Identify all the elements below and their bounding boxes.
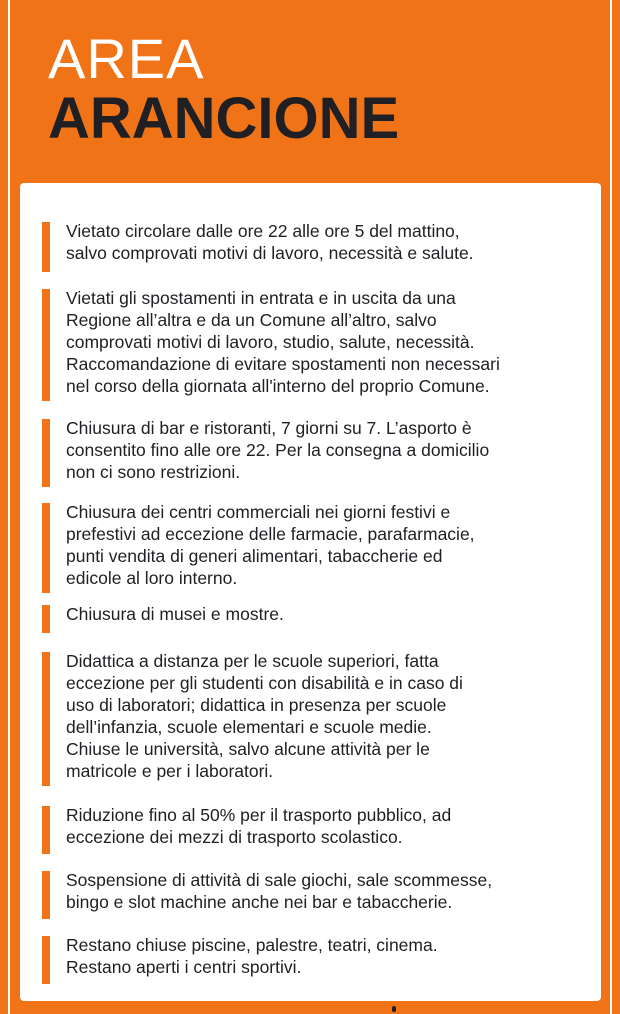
- rule-marker: [42, 222, 50, 272]
- rule-text: Sospensione di attività di sale giochi, sale scommesse, bingo e slot machine anche nei bar e tabaccherie.: [66, 870, 493, 912]
- title-area: AREA: [48, 27, 205, 90]
- rule-item-sports: [42, 934, 597, 982]
- rule-marker: [42, 652, 50, 786]
- bottom-mark: [392, 1006, 396, 1012]
- rules-panel: [20, 183, 601, 1001]
- rule-item-gaming: [42, 869, 597, 917]
- rule-item-curfew: [42, 220, 597, 270]
- rule-text: Chiusura di bar e ristoranti, 7 giorni su 7. L’asporto è consentito fino alle ore 22. Per la consegna a domicilio non ci sono restrizioni.: [66, 418, 490, 482]
- rule-item-museums: [42, 603, 597, 631]
- rule-marker: [42, 419, 50, 487]
- rule-item-schools: [42, 650, 597, 784]
- rule-text: Didattica a distanza per le scuole superiori, fatta eccezione per gli studenti con disabilità e in caso di uso di laboratori; didattica in presenza per scuole dell’infanzia, scuole elementari e scuole medie. Chiuse le università, salvo alcune attività per le matricole e per i laboratori.: [66, 651, 463, 781]
- rule-item-bars: [42, 417, 597, 485]
- rule-text: Vietato circolare dalle ore 22 alle ore 5 del mattino, salvo comprovati motivi di lavoro, necessità e salute.: [66, 221, 474, 263]
- rule-item-transport: [42, 804, 597, 852]
- rule-marker: [42, 871, 50, 919]
- rule-marker: [42, 289, 50, 401]
- rule-text: Chiusura dei centri commerciali nei giorni festivi e prefestivi ad eccezione delle farmacie, parafarmacie, punti vendita di generi alimentari, tabaccherie ed edicole al loro interno.: [66, 502, 475, 588]
- rule-item-travel: [42, 287, 597, 399]
- rule-marker: [42, 605, 50, 633]
- rule-marker: [42, 806, 50, 854]
- rule-text: Vietati gli spostamenti in entrata e in uscita da una Regione all’altra e da un Comune all’altro, salvo comprovati motivi di lavoro, studio, salute, necessità. Raccomandazione di evitare spostamenti non necessari nel corso della giornata all'interno del proprio Comune.: [66, 288, 500, 396]
- rule-marker: [42, 503, 50, 593]
- rule-text: Restano chiuse piscine, palestre, teatri, cinema. Restano aperti i centri sportivi.: [66, 935, 438, 977]
- rule-marker: [42, 936, 50, 984]
- rule-text: Chiusura di musei e mostre.: [66, 604, 284, 624]
- title-arancione: ARANCIONE: [48, 86, 400, 151]
- rule-text: Riduzione fino al 50% per il trasporto pubblico, ad eccezione dei mezzi di trasporto scolastico.: [66, 805, 452, 847]
- rule-item-malls: [42, 501, 597, 591]
